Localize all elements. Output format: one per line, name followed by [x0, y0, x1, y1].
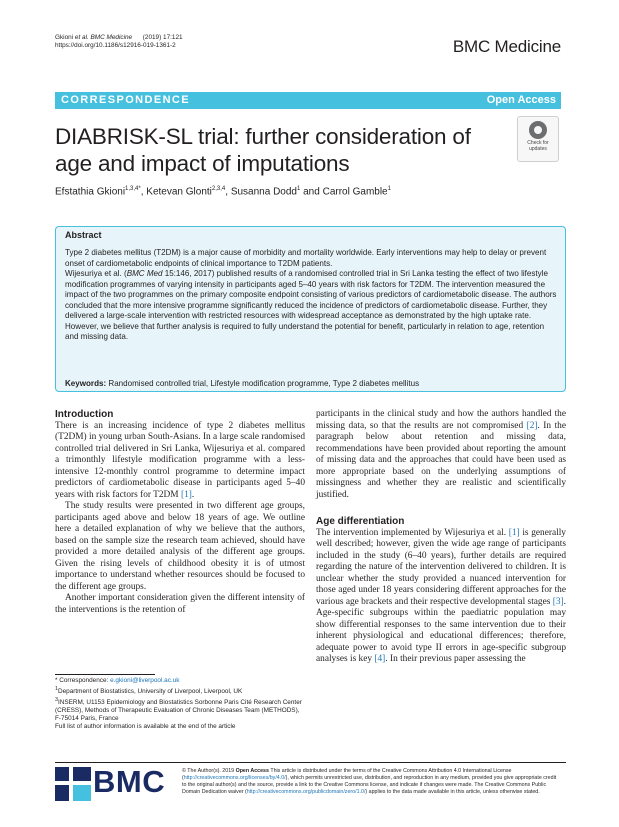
correspondence-email[interactable]: e.gkioni@liverpool.ac.uk [110, 677, 180, 684]
article-title: DIABRISK-SL trial: further consideration of age and impact of imputations [55, 124, 471, 176]
open-access-label: Open Access [486, 94, 556, 106]
footnotes: * Correspondence: e.gkioni@liverpool.ac.uk $^1$Department of Biostatistics, University of Liverpool, Liverpool, UK $^3$INSERM, U1153 Epidemiology and Biostatistics Sorbonne Paris Cité Research Center (CRESS), Methods of Therapeutic Evaluation of Chronic Diseases Team (METHODS), F-75014 Paris, France Full list of author information is available at the end of the article [55, 677, 302, 731]
article-type-banner [55, 92, 561, 109]
cc-zero-link[interactable]: http://creativecommons.org/publicdomain/zero/1.0/ [246, 789, 366, 795]
bmc-logo-text: BMC [93, 764, 166, 799]
citation-link[interactable]: [4] [374, 654, 386, 664]
right-paragraph-1: participants in the clinical study and how the authors handled the missing data, so that the results are not compromised [2]. In the paragraph below about retention and missing data, recommendations have been provided about reporting the amount of missing data and the approaches that could have been used as more appropriate based on the underlying assumptions of missingness and whether they are realistic and scientifically justified. [316, 409, 566, 500]
age-paragraph: The intervention implemented by Wijesuriya et al. [1] is generally well described; however, given the wide age range of participants included in the study (6–40 years), further details are required regarding the nature of the intervention delivered to children. It is unclear whether the study provided a nuanced intervention for those aged under 18 years considering different approaches for the various age brackets and their respective developmental stages [3]. Age-specific subgroups within the paediatric population may show differential responses to the same intervention due to their inherent physiological and educational differences; therefore, adequate power to avoid type II errors in age-specific subgroup analyses is key [4]. In their previous paper assessing the [316, 527, 566, 664]
intro-paragraph-1: There is an increasing incidence of type 2 diabetes mellitus (T2DM) in young urban South-Asians. In a large scale randomised controlled trial delivered in Sri Lanka, Wijesuriya et al. compared a trimonthly lifestyle modification programme with a less-intensive 12-monthly control programme to determine impact predictors of cardiometabolic disease in participants aged 5–40 years with risk factors for T2DM [1]. [55, 420, 305, 500]
citation-link[interactable]: [3] [552, 596, 564, 607]
intro-paragraph-3: Another important consideration given the different intensity of the interventions is the retention of [55, 593, 305, 615]
citation-link[interactable]: [2] [526, 420, 538, 431]
cc-by-link[interactable]: http://creativecommons.org/licenses/by/4.0/ [183, 775, 286, 781]
intro-paragraph-2: The study results were presented in two different age groups, participants aged above and below 18 years of age. We outline here a detailed explanation of why we believe that the authors, based on the sample size the research team achieved, should have provided a more detailed analysis of the different age groups. Given the rising levels of childhood obesity it is of utmost importance to understand whether resources should be focused to the different age groups. [55, 501, 305, 592]
footer-rule [55, 762, 566, 763]
abstract-heading: Abstract [65, 230, 102, 240]
abstract-text: Type 2 diabetes mellitus (T2DM) is a major cause of morbidity and mortality worldwide. Early interventions may help to delay or prevent onset of cardiometabolic endpoints of clinical importance to T2DM patients. Wijesuriya et al. (BMC Med 15:146, 2017) published results of a randomised controlled trial in Sri Lanka testing the effect of two lifestyle modification programmes of varying intensity in participants aged 5–40 years with risk factors for T2DM. The intervention measured the impact of the two programmes on the primary composite endpoint consisting of various predictors of cardiometabolic disease. The authors concluded that the more intensive programme significantly reduced the incidence of predictors of cardiometabolic disease. Further, they delivered a large-scale intervention with restricted resources with widespread acceptance as demonstrated by the high uptake rate. However, we believe that further analysis is required to fully understand the potential for benefit, particularly in relation to age, retention and missing data. [65, 248, 557, 341]
age-differentiation-heading: Age differentiation [316, 516, 405, 527]
left-column [55, 409, 305, 616]
author-list: Efstathia Gkioni$^{1,3,4*}$, Ketevan Glonti$^{2,3,4}$, Susanna Dodd$^1$ and Carrol Gamble$^1$ [55, 186, 391, 198]
footnote-rule [55, 674, 155, 675]
bmc-logo-icon [55, 767, 91, 801]
license-text: © The Author(s). 2019 Open Access This article is distributed under the terms of the Creative Commons Attribution 4.0 International License (http://creativecommons.org/licenses/by/4.0/), which permits unrestricted use, distribution, and reproduction in any medium, provided you give appropriate credit to the original author(s) and the source, provide a link to the Creative Commons license, and indicate if changes were made. The Creative Commons Public Domain Dedication waiver (http://creativecommons.org/publicdomain/zero/1.0/) applies to the data made available in this article, unless otherwise stated. [182, 768, 557, 795]
journal-name: BMC Medicine [452, 37, 561, 56]
introduction-heading: Introduction [55, 409, 114, 420]
citation-link[interactable]: [1] [180, 489, 192, 500]
check-for-updates-badge[interactable]: Check for updates [517, 116, 559, 162]
check-updates-icon [529, 121, 547, 139]
article-citation: Gkioni et al. BMC Medicine (2019) 17:121 [55, 34, 183, 41]
article-type-label: CORRESPONDENCE [61, 94, 191, 106]
doi-link[interactable]: https://doi.org/10.1186/s12916-019-1361-2 [55, 42, 176, 49]
right-column [316, 409, 566, 666]
citation-link[interactable]: [1] [508, 527, 520, 538]
keywords: Keywords: Randomised controlled trial, Lifestyle modification programme, Type 2 diabetes mellitus [65, 379, 420, 388]
